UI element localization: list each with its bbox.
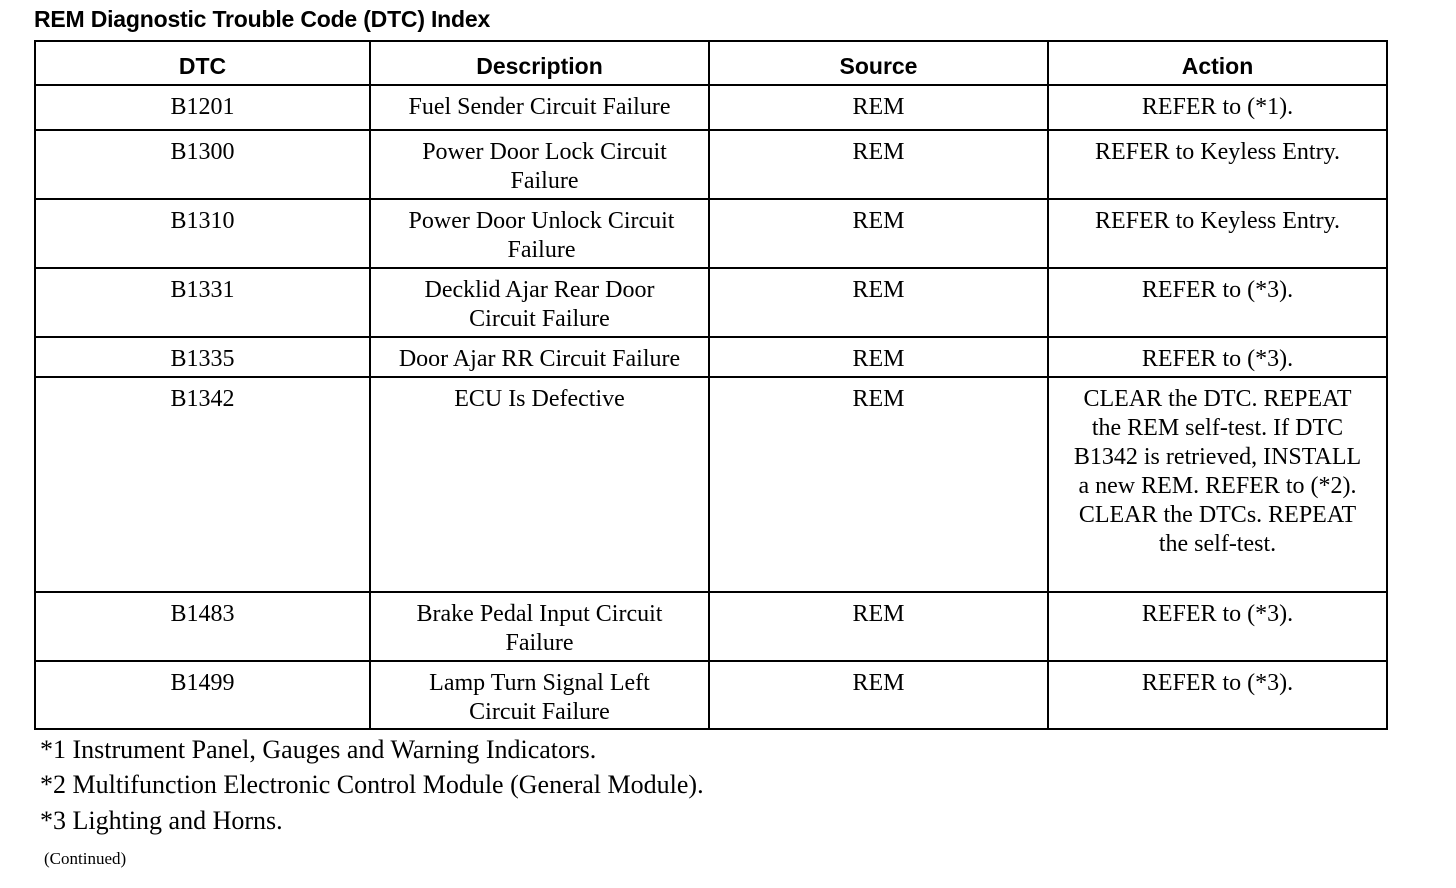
source-cell: REM xyxy=(709,85,1048,130)
source-cell: REM xyxy=(709,199,1048,268)
table-header-row xyxy=(35,41,1387,85)
action-cell: REFER to (*3). xyxy=(1048,337,1387,377)
description-cell: Door Ajar RR Circuit Failure xyxy=(370,337,709,377)
dtc-cell: B1310 xyxy=(35,199,370,268)
footnote-2: *2 Multifunction Electronic Control Module (General Module). xyxy=(40,770,704,799)
continued-note: (Continued) xyxy=(44,849,127,868)
table-row xyxy=(35,268,1387,337)
action-cell: REFER to Keyless Entry. xyxy=(1048,199,1387,268)
source-cell: REM xyxy=(709,592,1048,661)
footnote-1: *1 Instrument Panel, Gauges and Warning Indicators. xyxy=(40,735,597,764)
action-cell: REFER to (*1). xyxy=(1048,85,1387,130)
dtc-cell: B1335 xyxy=(35,337,370,377)
dtc-cell: B1499 xyxy=(35,661,370,729)
action-cell: REFER to Keyless Entry. xyxy=(1048,130,1387,199)
description-cell: Fuel Sender Circuit Failure xyxy=(370,85,709,130)
column-header-description: Description xyxy=(370,41,709,85)
page-title: REM Diagnostic Trouble Code (DTC) Index xyxy=(34,6,491,32)
dtc-cell: B1331 xyxy=(35,268,370,337)
table-row xyxy=(35,661,1387,729)
column-header-action: Action xyxy=(1048,41,1387,85)
dtc-cell: B1342 xyxy=(35,377,370,592)
dtc-index-table xyxy=(34,40,1388,730)
action-cell: REFER to (*3). xyxy=(1048,592,1387,661)
table-row xyxy=(35,199,1387,268)
dtc-cell: B1300 xyxy=(35,130,370,199)
source-cell: REM xyxy=(709,130,1048,199)
description-cell: Lamp Turn Signal Left Circuit Failure xyxy=(370,661,709,729)
description-cell: ECU Is Defective xyxy=(370,377,709,592)
column-header-dtc: DTC xyxy=(35,41,370,85)
table-row xyxy=(35,130,1387,199)
action-cell: CLEAR the DTC. REPEAT the REM self-test. If DTC B1342 is retrieved, INSTALL a new REM. REFER to (*2). CLEAR the DTCs. REPEAT the self-test. xyxy=(1048,377,1387,592)
description-cell: Brake Pedal Input Circuit Failure xyxy=(370,592,709,661)
table-row xyxy=(35,592,1387,661)
action-cell: REFER to (*3). xyxy=(1048,661,1387,729)
source-cell: REM xyxy=(709,377,1048,592)
description-cell: Power Door Unlock Circuit Failure xyxy=(370,199,709,268)
description-cell: Decklid Ajar Rear Door Circuit Failure xyxy=(370,268,709,337)
footnote-3: *3 Lighting and Horns. xyxy=(40,806,283,835)
table-row xyxy=(35,85,1387,130)
source-cell: REM xyxy=(709,661,1048,729)
dtc-cell: B1483 xyxy=(35,592,370,661)
table-row xyxy=(35,337,1387,377)
description-cell: Power Door Lock Circuit Failure xyxy=(370,130,709,199)
source-cell: REM xyxy=(709,268,1048,337)
dtc-cell: B1201 xyxy=(35,85,370,130)
table-row xyxy=(35,377,1387,592)
action-cell: REFER to (*3). xyxy=(1048,268,1387,337)
source-cell: REM xyxy=(709,337,1048,377)
column-header-source: Source xyxy=(709,41,1048,85)
